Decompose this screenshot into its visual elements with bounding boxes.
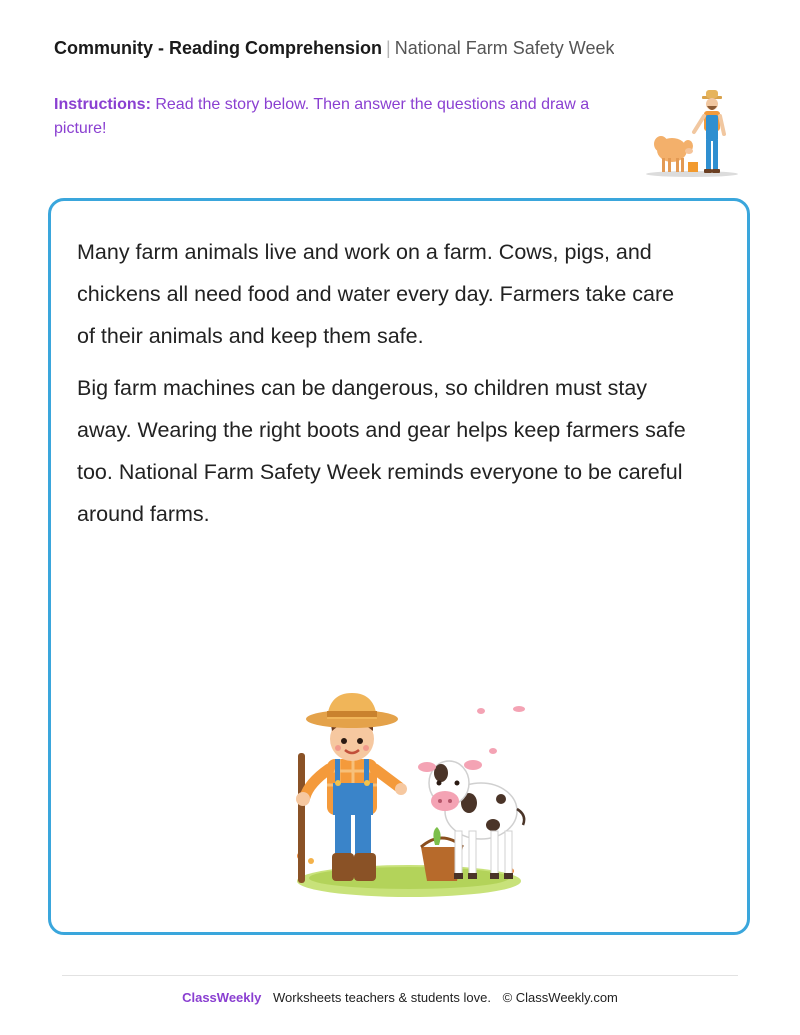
worksheet-subtitle: National Farm Safety Week (394, 38, 614, 58)
instructions-text: Read the story below. Then answer the questions and draw a picture! (54, 96, 590, 137)
boy-farmer-with-calf-illustration (287, 691, 527, 906)
farmer-with-cow-illustration (640, 88, 740, 180)
instructions-label: Instructions: (54, 96, 151, 113)
footer-brand[interactable]: ClassWeekly (182, 990, 262, 1005)
story-paragraph-2: Big farm machines can be dangerous, so children must stay away. Wearing the right boots and gear helps keep farmers safe too. National Farm Safety Week reminds everyone to be careful around farms. (77, 376, 686, 526)
worksheet-title: Community - Reading Comprehension (54, 38, 383, 58)
story-paragraph-1: Many farm animals live and work on a farm. Cows, pigs, and chickens all need food and water every day. Farmers take care of their animals and keep them safe. (77, 240, 675, 348)
story-text (77, 231, 697, 545)
footer-divider (62, 975, 738, 976)
page-footer (0, 990, 800, 1005)
footer-copyright: © ClassWeekly.com (502, 990, 618, 1005)
title-separator: | (386, 38, 391, 58)
story-box (48, 198, 750, 935)
page-header (54, 36, 614, 60)
footer-tagline: Worksheets teachers & students love. (272, 990, 491, 1005)
instructions (54, 93, 614, 141)
